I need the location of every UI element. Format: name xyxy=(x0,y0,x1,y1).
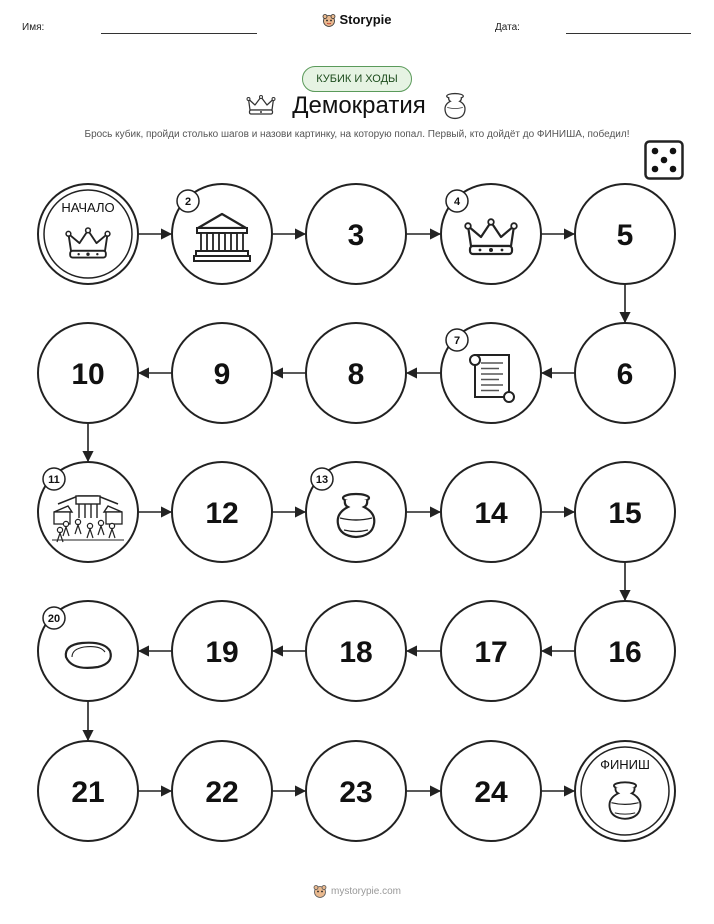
cell-number: 2 xyxy=(184,196,192,208)
board-cell-11[interactable] xyxy=(38,462,138,562)
board-cell-21[interactable] xyxy=(38,741,138,841)
cell-number: 12 xyxy=(205,497,239,530)
cell-number: 14 xyxy=(474,497,508,530)
cell-label: ФИНИШ xyxy=(600,757,650,772)
board-cell-6[interactable] xyxy=(575,323,675,423)
start-cell[interactable] xyxy=(38,184,138,284)
cell-number: 22 xyxy=(205,776,239,809)
scroll-icon xyxy=(470,355,514,402)
board-cell-24[interactable] xyxy=(441,741,541,841)
instructions: Брось кубик, пройди столько шагов и назови картинку, на которую попал. Первый, кто дойдёт до ФИНИША, победил! xyxy=(84,129,630,140)
board-cell-14[interactable] xyxy=(441,462,541,562)
cell-number: 4 xyxy=(453,196,461,208)
board-cell-3[interactable] xyxy=(306,184,406,284)
brand-name: Storypie xyxy=(339,12,392,27)
finish-cell[interactable] xyxy=(575,741,675,841)
footer-url: mystorypie.com xyxy=(330,885,401,897)
board-cell-17[interactable] xyxy=(441,601,541,701)
cell-number: 18 xyxy=(339,636,373,669)
name-label: Имя: xyxy=(22,22,45,33)
date-label: Дата: xyxy=(495,22,520,33)
board-cell-15[interactable] xyxy=(575,462,675,562)
board-cell-20[interactable] xyxy=(38,601,138,701)
cell-number: 6 xyxy=(616,358,634,391)
page-title: Демократия xyxy=(292,92,426,119)
cell-number: 5 xyxy=(616,219,634,252)
board-cell-23[interactable] xyxy=(306,741,406,841)
board-cell-18[interactable] xyxy=(306,601,406,701)
board-cell-5[interactable] xyxy=(575,184,675,284)
cell-number: 24 xyxy=(474,776,508,809)
cell-number: 20 xyxy=(47,613,61,625)
cell-number: 13 xyxy=(315,474,329,486)
cell-number: 8 xyxy=(347,358,365,391)
footer xyxy=(0,884,714,901)
cell-number: 19 xyxy=(205,636,239,669)
cell-number: 10 xyxy=(71,358,105,391)
cell-number: 7 xyxy=(453,335,461,347)
board-cell-13[interactable] xyxy=(306,462,406,562)
cell-number: 17 xyxy=(474,636,508,669)
stone-icon xyxy=(66,643,111,668)
board-cell-8[interactable] xyxy=(306,323,406,423)
cell-label: НАЧАЛО xyxy=(61,200,115,215)
board-cell-16[interactable] xyxy=(575,601,675,701)
board-cell-2[interactable] xyxy=(172,184,272,284)
storypie-logo-icon xyxy=(313,884,327,898)
board-cell-4[interactable] xyxy=(441,184,541,284)
cell-number: 23 xyxy=(339,776,373,809)
cell-number: 3 xyxy=(347,219,365,252)
board-cell-22[interactable] xyxy=(172,741,272,841)
board-cell-19[interactable] xyxy=(172,601,272,701)
activity-badge: КУБИК И ХОДЫ xyxy=(302,66,412,92)
cell-number: 16 xyxy=(608,636,642,669)
board-cell-12[interactable] xyxy=(172,462,272,562)
board-cell-7[interactable] xyxy=(441,323,541,423)
board-cell-9[interactable] xyxy=(172,323,272,423)
cell-number: 9 xyxy=(213,358,231,391)
cell-number: 21 xyxy=(71,776,105,809)
cell-number: 11 xyxy=(48,474,60,486)
cell-number: 15 xyxy=(608,497,642,530)
board-cell-10[interactable] xyxy=(38,323,138,423)
